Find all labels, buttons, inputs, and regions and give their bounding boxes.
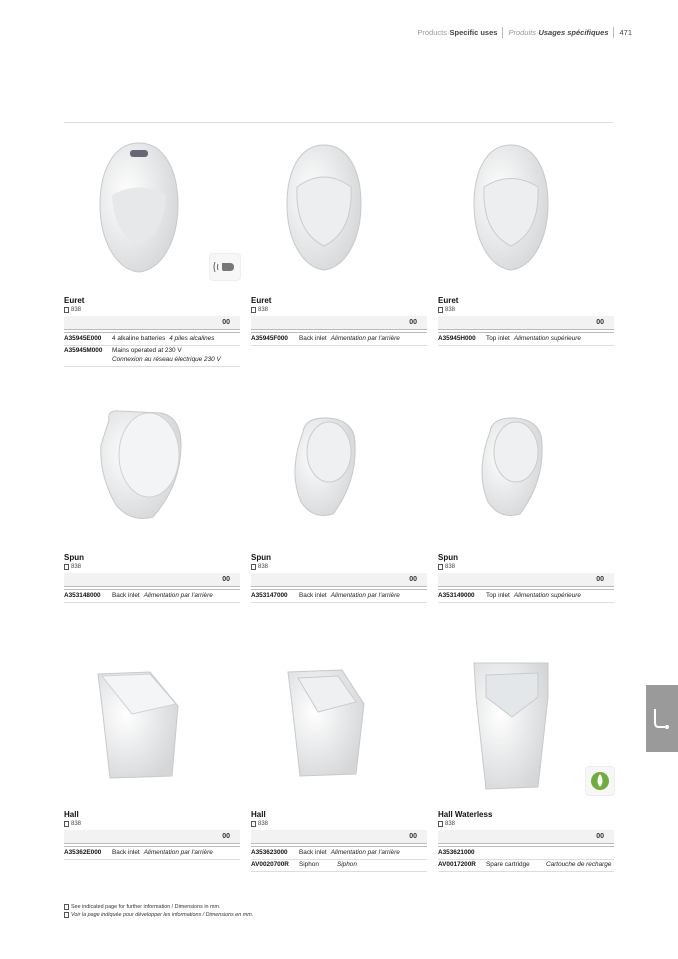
ref-number: 838	[445, 821, 456, 827]
desc-fr: Alimentation supérieure	[513, 334, 581, 342]
ref-number: 838	[445, 307, 456, 313]
desc-fr: Alimentation supérieure	[513, 591, 581, 599]
product-row	[251, 332, 427, 346]
urinal-image	[94, 140, 184, 275]
product-ref	[438, 563, 614, 571]
document-icon	[438, 307, 443, 313]
product-code: AV0017200R	[438, 861, 476, 868]
header-specific-en: Specific uses	[449, 28, 498, 37]
ref-number: 838	[445, 564, 456, 570]
finish-code	[438, 573, 614, 587]
desc-en: 4 alkaline batteries	[112, 334, 166, 342]
document-icon	[64, 564, 69, 570]
product-row	[438, 589, 614, 603]
desc-en: Top inlet	[486, 591, 510, 599]
urinal-image	[91, 405, 186, 525]
footnote-text: Voir la page indiquée pour développer les informations / Dimensions en mm.	[71, 912, 254, 918]
ref-number: 838	[258, 564, 269, 570]
urinal-image	[470, 142, 552, 272]
product-name: Spun	[64, 553, 84, 562]
document-icon	[64, 821, 69, 827]
document-icon	[64, 912, 69, 918]
product-card	[64, 553, 240, 603]
desc-en: Siphon	[299, 861, 319, 868]
product-ref	[64, 820, 240, 828]
water-drop-leaf-icon	[585, 766, 615, 796]
product-name: Hall Waterless	[438, 810, 493, 819]
product-code: A353621000	[438, 848, 475, 856]
product-code: AV0020700R	[251, 861, 289, 868]
product-card	[438, 296, 614, 346]
finish-code	[64, 573, 240, 587]
finish-code	[438, 316, 614, 330]
product-ref	[251, 563, 427, 571]
desc-en: Back inlet	[299, 334, 327, 342]
header-sep: ·	[446, 28, 450, 37]
product-card	[438, 810, 614, 872]
document-icon	[251, 564, 256, 570]
footnote-fr	[64, 912, 253, 918]
finish-code	[251, 830, 427, 844]
product-code: A35945H000	[438, 334, 476, 342]
ref-number: 838	[71, 307, 82, 313]
finish-code	[64, 830, 240, 844]
header-products-fr: Produits	[508, 28, 536, 37]
finish-code	[438, 830, 614, 844]
product-row	[64, 346, 240, 367]
product-ref	[438, 306, 614, 314]
desc-en: Back inlet	[299, 848, 327, 856]
urinal-image	[470, 412, 550, 522]
product-code: A353147000	[251, 591, 288, 599]
finish-code	[251, 573, 427, 587]
product-name: Spun	[251, 553, 271, 562]
product-ref	[438, 820, 614, 828]
product-card	[64, 810, 240, 860]
finish-value: 00	[222, 576, 230, 583]
product-row	[438, 846, 614, 860]
finish-value: 00	[596, 833, 604, 840]
finish-value: 00	[596, 576, 604, 583]
product-card	[64, 296, 240, 367]
ref-number: 838	[258, 307, 269, 313]
footnote-text: See indicated page for further information / Dimensions in mm.	[71, 904, 221, 910]
product-ref	[64, 563, 240, 571]
desc-fr: Siphon	[337, 861, 357, 868]
product-code: A35945E000	[64, 334, 102, 342]
desc-fr: Alimentation par l'arrière	[143, 848, 213, 856]
product-code: A353148000	[64, 591, 101, 599]
document-icon	[251, 307, 256, 313]
desc-en: Spare cartridge	[486, 861, 530, 868]
desc-en: Back inlet	[112, 848, 140, 856]
product-code: A35945M000	[64, 347, 103, 354]
urinal-image	[468, 657, 558, 792]
urinal-image	[92, 666, 184, 781]
desc-fr: Alimentation par l'arrière	[330, 591, 400, 599]
header-products-en: Products	[417, 28, 447, 37]
document-icon	[438, 821, 443, 827]
finish-code	[64, 316, 240, 330]
desc-fr: Cartouche de recharge	[546, 861, 612, 868]
product-name: Hall	[64, 810, 79, 819]
desc-en: Mains operated at 230 V	[112, 347, 182, 354]
product-row	[64, 332, 240, 346]
product-row	[64, 589, 240, 603]
urinal-image	[283, 412, 363, 522]
product-code: A35362E000	[64, 848, 102, 856]
desc-fr: Alimentation par l'arrière	[143, 591, 213, 599]
product-row	[251, 589, 427, 603]
footnote-en	[64, 904, 221, 910]
header-sep: ·	[535, 28, 539, 37]
finish-code	[251, 316, 427, 330]
product-row	[64, 846, 240, 860]
product-name: Euret	[251, 296, 272, 305]
desc-en: Back inlet	[112, 591, 140, 599]
desc-fr: Alimentation par l'arrière	[330, 848, 400, 856]
urinal-image	[283, 142, 365, 272]
page-header	[417, 27, 632, 38]
finish-value: 00	[409, 319, 417, 326]
tap-icon	[646, 685, 678, 752]
product-name: Euret	[64, 296, 85, 305]
product-card	[438, 553, 614, 603]
urinal-image	[280, 662, 370, 780]
product-ref	[251, 306, 427, 314]
product-card	[251, 553, 427, 603]
product-row	[438, 332, 614, 346]
section-tab[interactable]	[646, 685, 678, 752]
product-ref	[64, 306, 240, 314]
product-row	[251, 846, 427, 860]
finish-value: 00	[409, 833, 417, 840]
header-specific-fr: Usages spécifiques	[538, 28, 609, 37]
ref-number: 838	[258, 821, 269, 827]
ref-number: 838	[71, 821, 82, 827]
product-card	[251, 810, 427, 872]
document-icon	[438, 564, 443, 570]
header-divider	[613, 27, 614, 38]
finish-value: 00	[409, 576, 417, 583]
product-row	[251, 860, 427, 873]
finish-value: 00	[596, 319, 604, 326]
product-card	[251, 296, 427, 346]
desc-en: Top inlet	[486, 334, 510, 342]
finish-value: 00	[222, 319, 230, 326]
desc-en: Back inlet	[299, 591, 327, 599]
finish-value: 00	[222, 833, 230, 840]
product-code: A353149000	[438, 591, 475, 599]
product-code: A35945F000	[251, 334, 288, 342]
product-name: Euret	[438, 296, 459, 305]
desc-fr: 4 piles alcalines	[169, 334, 215, 342]
document-icon	[251, 821, 256, 827]
desc-fr: Alimentation par l'arrière	[330, 334, 400, 342]
document-icon	[64, 307, 69, 313]
product-name: Hall	[251, 810, 266, 819]
header-divider	[502, 27, 503, 38]
product-code: A353623000	[251, 848, 288, 856]
product-ref	[251, 820, 427, 828]
hand-sensor-icon	[209, 253, 241, 281]
top-divider	[64, 122, 613, 123]
document-icon	[64, 904, 69, 910]
desc-fr: Connexion au réseau électrique 230 V	[112, 355, 221, 363]
page-number: 471	[619, 28, 632, 37]
product-name: Spun	[438, 553, 458, 562]
ref-number: 838	[71, 564, 82, 570]
product-row	[438, 860, 614, 873]
